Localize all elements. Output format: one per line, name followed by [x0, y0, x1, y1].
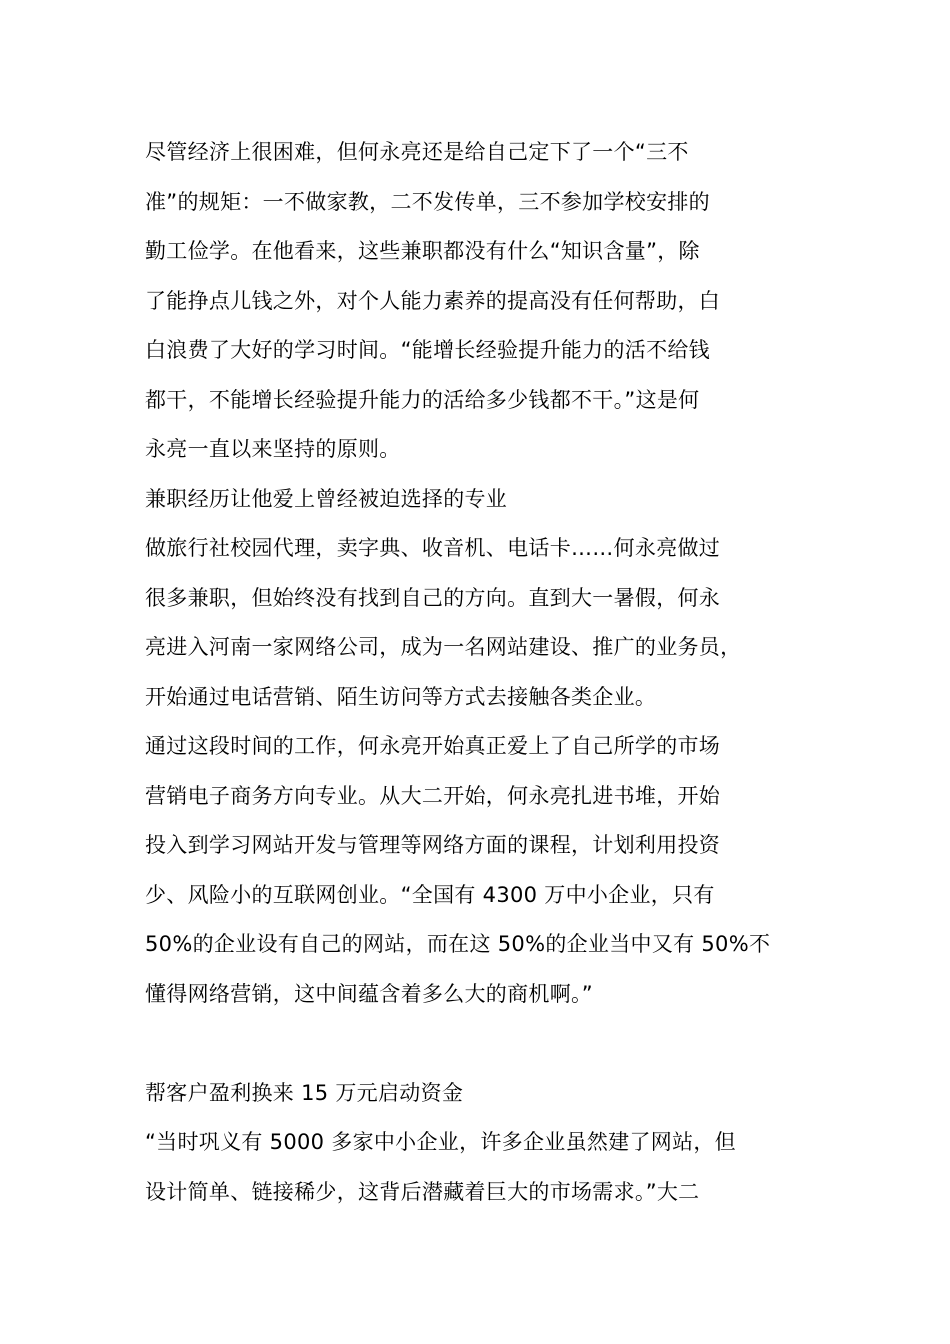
text-line: 设计简单、链接稀少，这背后潜藏着巨大的市场需求。”大二 — [145, 1179, 700, 1204]
document-body — [145, 128, 807, 1217]
text-line: 了能挣点儿钱之外，对个人能力素养的提高没有任何帮助，白 — [145, 288, 721, 313]
text-line: 永亮一直以来坚持的原则。 — [145, 437, 401, 461]
paragraph-rules — [145, 128, 807, 475]
text-line: 通过这段时间的工作，何永亮开始真正爱上了自己所学的市场 — [145, 734, 721, 758]
paragraph-gongyi — [145, 1118, 807, 1217]
text-line: 很多兼职，但始终没有找到自己的方向。直到大一暑假，何永 — [145, 585, 721, 610]
text-line: 50%的企业设有自己的网站，而在这 50%的企业当中又有 50%不 — [145, 932, 771, 956]
text-line: 勤工俭学。在他看来，这些兼职都没有什么“知识含量”，除 — [145, 239, 700, 263]
text-line: 营销电子商务方向专业。从大二开始，何永亮扎进书堆，开始 — [145, 783, 721, 808]
paragraph-jobs — [145, 524, 807, 722]
text-line: 懂得网络营销，这中间蕴含着多么大的商机啊。” — [145, 981, 593, 1006]
heading-line: 兼职经历让他爱上曾经被迫选择的专业 — [145, 486, 508, 511]
heading-line: 帮客户盈利换来 15 万元启动资金 — [145, 1080, 464, 1105]
text-line: 准”的规矩：一不做家教，二不发传单，三不参加学校安排的 — [145, 189, 710, 214]
text-line: “当时巩义有 5000 多家中小企业，许多企业虽然建了网站，但 — [145, 1130, 736, 1154]
text-line: 尽管经济上很困难，但何永亮还是给自己定下了一个“三不 — [145, 140, 689, 164]
section-heading-funding — [145, 1069, 807, 1119]
text-line: 亮进入河南一家网络公司，成为一名网站建设、推广的业务员， — [145, 635, 742, 659]
section-heading-major — [145, 475, 807, 525]
text-line: 开始通过电话营销、陌生访问等方式去接触各类企业。 — [145, 684, 657, 709]
text-line: 投入到学习网站开发与管理等网络方面的课程，计划利用投资 — [145, 833, 721, 857]
text-line: 少、风险小的互联网创业。“全国有 4300 万中小企业，只有 — [145, 882, 715, 907]
text-line: 白浪费了大好的学习时间。“能增长经验提升能力的活不给钱 — [145, 338, 710, 362]
paragraph-study — [145, 722, 807, 1019]
text-line: 做旅行社校园代理，卖字典、收音机、电话卡……何永亮做过 — [145, 536, 721, 560]
blank-line — [145, 1019, 807, 1069]
text-line: 都干，不能增长经验提升能力的活给多少钱都不干。”这是何 — [145, 387, 700, 412]
